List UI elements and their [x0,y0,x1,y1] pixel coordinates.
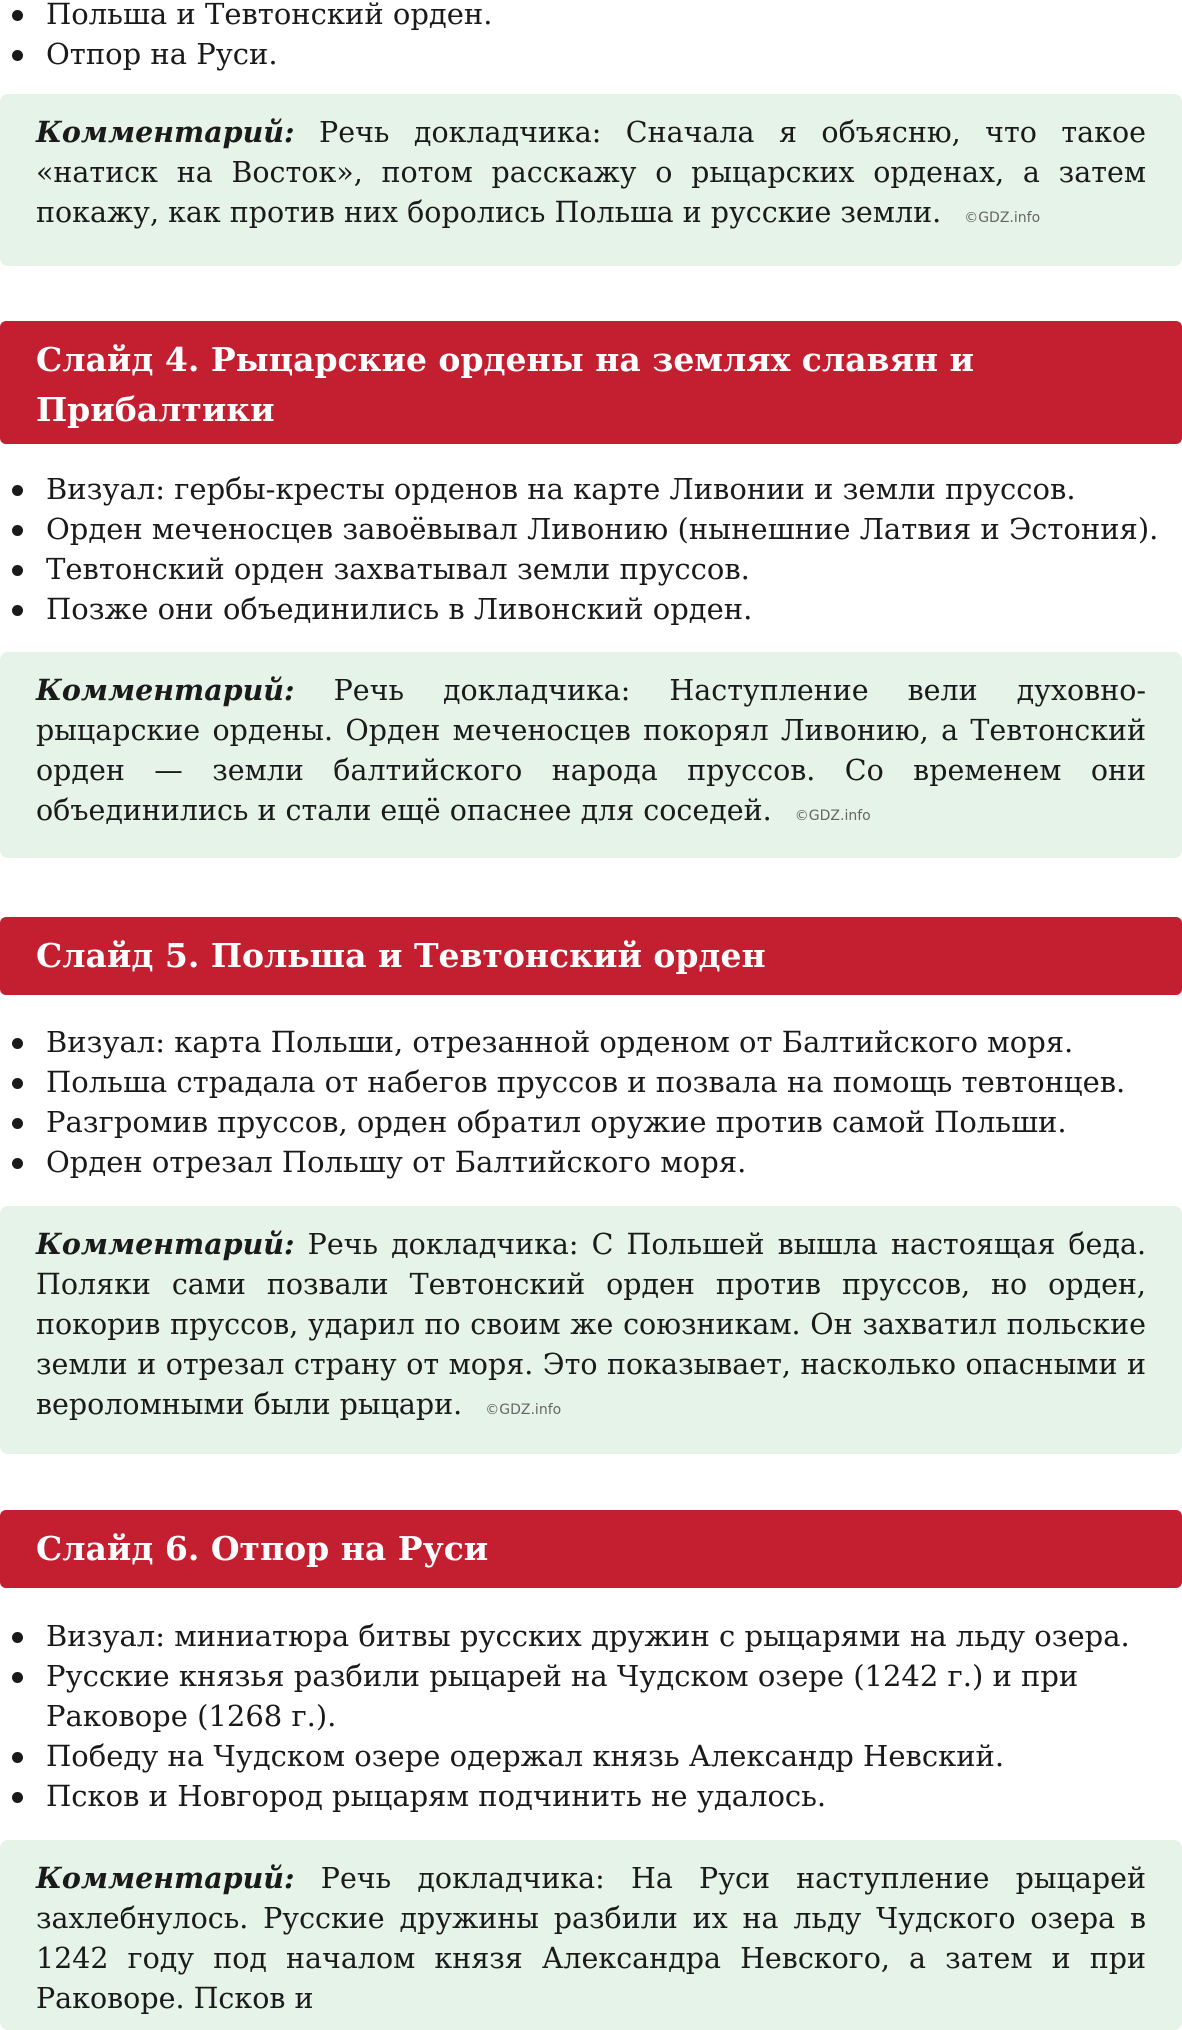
list-item: Визуал: гербы-кресты орденов на карте Ливонии и земли пруссов. [0,469,1182,509]
list-item: Визуал: карта Польши, отрезанной орденом от Балтийского моря. [0,1022,1182,1062]
slide-title: Слайд 6. Отпор на Руси [36,1529,489,1568]
comment-text: Речь докладчика: Наступление вели духовно-рыцарские ордены. Орден меченосцев покорял Ливонию, а Тевтонский орден — земли балтийского народа пруссов. Со временем они объединились и стали ещё опаснее для соседей. [36,674,1146,827]
slide-5-header [0,917,1182,995]
list-item: Орден меченосцев завоёвывал Ливонию (нынешние Латвия и Эстония). [0,509,1182,549]
list-item: Тевтонский орден захватывал земли пруссов. [0,549,1182,589]
comment-text: Речь докладчика: На Руси наступление рыцарей захлебнулось. Русские дружины разбили их на льду Чудского озера в 1242 году под началом князя Александра Невского, а затем и при Раковоре. Псков и [36,1862,1147,2015]
watermark: ©GDZ.info [794,808,871,824]
list-item: Орден отрезал Польшу от Балтийского моря. [0,1142,1182,1182]
comment-label: Комментарий: [36,1861,295,1895]
comment-box [0,652,1182,858]
comment-text: Речь докладчика: Сначала я объясню, что такое «натиск на Восток», потом расскажу о рыцарских орденах, а затем покажу, как против них боролись Польша и русские земли. [36,116,1146,229]
watermark: ©GDZ.info [485,1402,562,1418]
slide-5-bullet-list [0,1022,1182,1182]
list-item: Визуал: миниатюра битвы русских дружин с рыцарями на льду озера. [0,1616,1182,1656]
slide-4-bullet-list [0,469,1182,629]
list-item: Отпор на Руси. [0,34,1182,74]
list-item: Польша страдала от набегов пруссов и позвала на помощь тевтонцев. [0,1062,1182,1102]
list-item: Победу на Чудском озере одержал князь Александр Невский. [0,1736,1182,1776]
watermark: ©GDZ.info [964,210,1041,226]
intro-bullet-list [0,0,1182,74]
slide-4-header [0,321,1182,444]
comment-box [0,1206,1182,1454]
slide-6-header [0,1510,1182,1588]
comment-label: Комментарий: [36,115,295,149]
comment-box [0,1840,1182,2030]
list-item: Позже они объединились в Ливонский орден. [0,589,1182,629]
comment-text: Речь докладчика: С Польшей вышла настоящая беда. Поляки сами позвали Тевтонский орден против пруссов, но орден, покорив пруссов, ударил по своим же союзникам. Он захватил польские земли и отрезал страну от моря. Это показывает, насколько опасными и вероломными были рыцари. [36,1228,1147,1421]
slide-title: Слайд 5. Польша и Тевтонский орден [36,936,766,975]
comment-box [0,94,1182,266]
list-item: Польша и Тевтонский орден. [0,0,1182,34]
comment-label: Комментарий: [36,1227,295,1261]
list-item: Разгромив пруссов, орден обратил оружие против самой Польши. [0,1102,1182,1142]
comment-label: Комментарий: [36,673,295,707]
slide-6-bullet-list [0,1616,1182,1816]
list-item: Псков и Новгород рыцарям подчинить не удалось. [0,1776,1182,1816]
slide-title: Слайд 4. Рыцарские ордены на землях славян и Прибалтики [36,340,974,429]
list-item: Русские князья разбили рыцарей на Чудском озере (1242 г.) и при Раковоре (1268 г.). [0,1656,1182,1736]
